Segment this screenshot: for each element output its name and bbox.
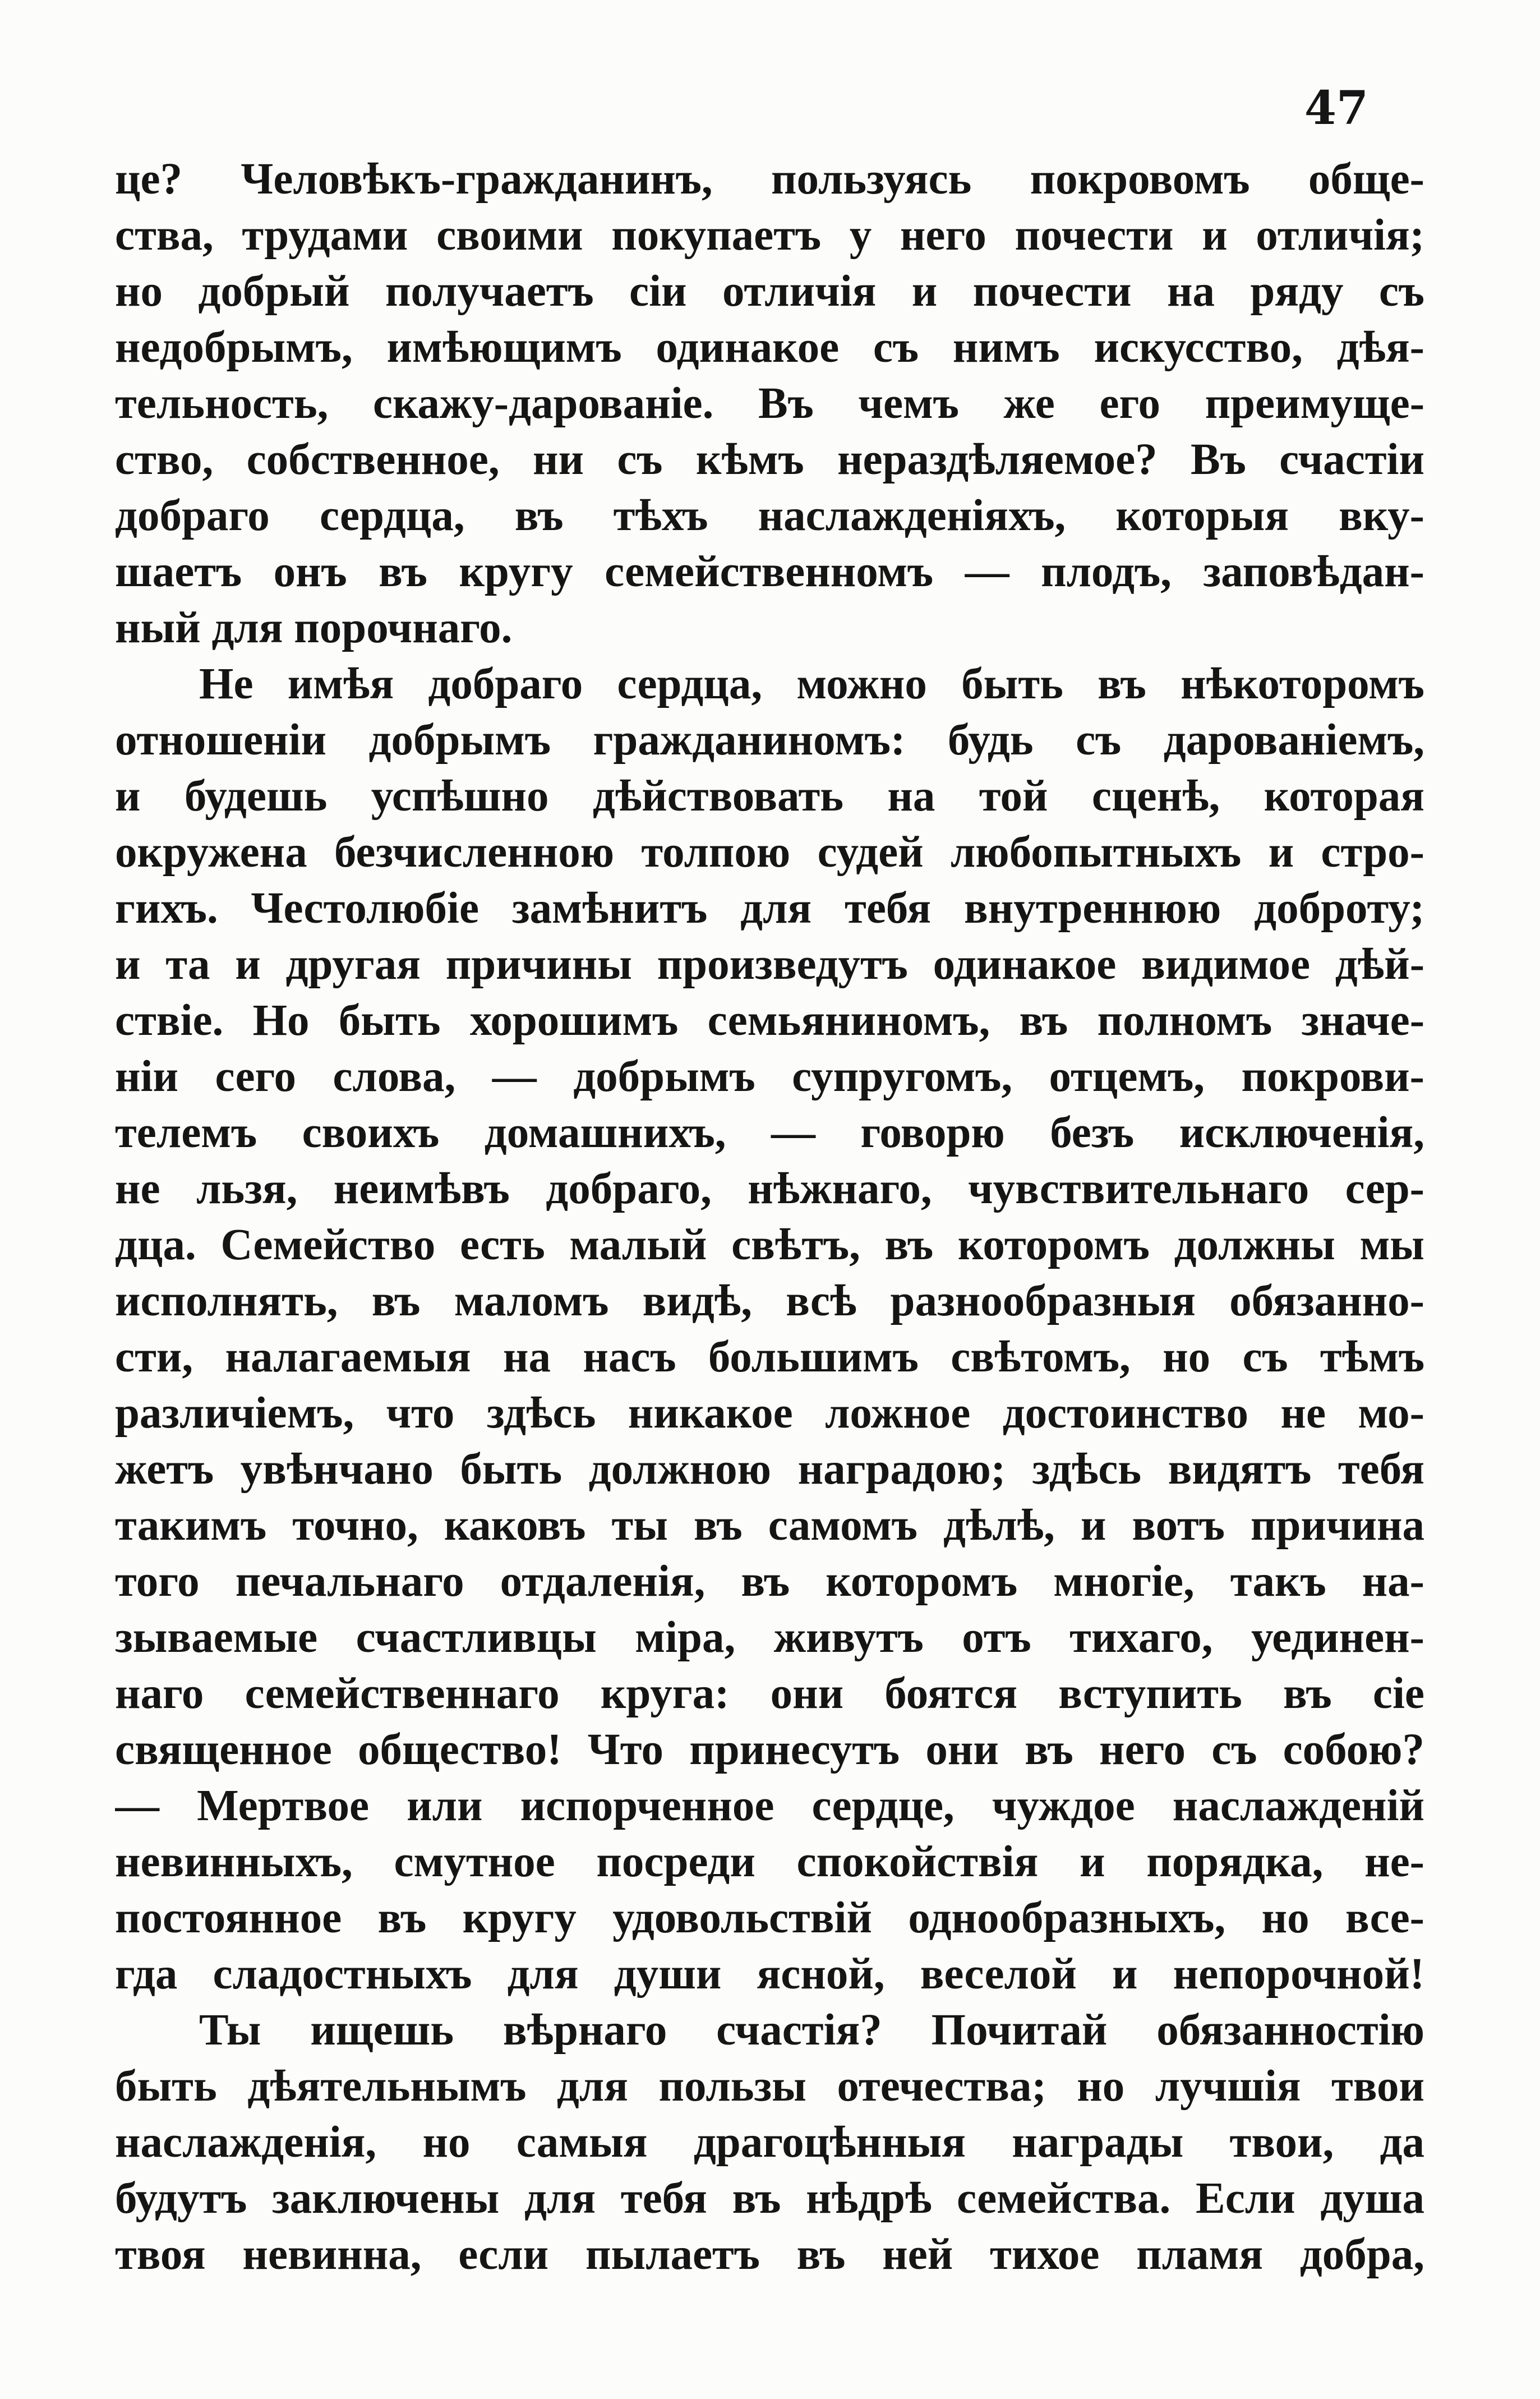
- text-line: окружена безчисленною толпою судей любопытныхъ и стро-: [115, 828, 1424, 877]
- text-line: будутъ заключены для тебя въ нѣдрѣ семейства. Если душа: [115, 2174, 1424, 2223]
- text-line: телемъ своихъ домашнихъ, — говорю безъ исключенія,: [115, 1108, 1424, 1157]
- body-text: [115, 151, 1424, 2283]
- text-line: но добрый получаетъ сіи отличія и почести на ряду съ: [115, 267, 1424, 316]
- text-line: гихъ. Честолюбіе замѣнитъ для тебя внутреннюю доброту;: [115, 884, 1424, 933]
- text-line: ство, собственное, ни съ кѣмъ нераздѣляемое? Въ счастіи: [115, 435, 1424, 484]
- text-line: постоянное въ кругу удовольствій однообразныхъ, но все-: [115, 1894, 1424, 1942]
- text-line: ства, трудами своими покупаетъ у него почести и отличія;: [115, 211, 1424, 260]
- text-line: твоя невинна, если пылаетъ въ ней тихое пламя добра,: [115, 2230, 1424, 2279]
- text-line: — Мертвое или испорченное сердце, чуждое наслажденій: [115, 1781, 1424, 1830]
- text-line: недобрымъ, имѣющимъ одинакое съ нимъ искусство, дѣя-: [115, 323, 1424, 372]
- text-line: це? Человѣкъ-гражданинъ, пользуясь покровомъ обще-: [115, 155, 1424, 204]
- text-line: наслажденія, но самыя драгоцѣнныя награды твои, да: [115, 2118, 1424, 2167]
- text-line: невинныхъ, смутное посреди спокойствія и порядка, не-: [115, 1838, 1424, 1886]
- text-line: Ты ищешь вѣрнаго счастія? Почитай обязанностію: [199, 2006, 1424, 2055]
- text-line: быть дѣятельнымъ для пользы отечества; но лучшія твои: [115, 2062, 1424, 2111]
- text-line: гда сладостныхъ для души ясной, веселой и непорочной!: [115, 1950, 1424, 1999]
- text-line: добраго сердца, въ тѣхъ наслажденіяхъ, которыя вку-: [115, 491, 1424, 540]
- text-line: зываемые счастливцы міра, живутъ отъ тихаго, уединен-: [115, 1613, 1424, 1662]
- text-line: и будешь успѣшно дѣйствовать на той сценѣ, которая: [115, 772, 1424, 821]
- text-line: отношеніи добрымъ гражданиномъ: будь съ дарованіемъ,: [115, 716, 1424, 765]
- text-line: священное общество! Что принесутъ они въ него съ собою?: [115, 1725, 1424, 1774]
- text-line: ный для порочнаго.: [115, 604, 513, 652]
- page-number: 47: [1304, 81, 1368, 135]
- text-line: и та и другая причины произведутъ одинакое видимое дѣй-: [115, 940, 1424, 989]
- text-line: ствіе. Но быть хорошимъ семьяниномъ, въ полномъ значе-: [115, 996, 1424, 1045]
- text-line: Не имѣя добраго сердца, можно быть въ нѣкоторомъ: [199, 660, 1424, 708]
- text-line: наго семейственнаго круга: они боятся вступить въ сіе: [115, 1669, 1424, 1718]
- text-line: ніи сего слова, — добрымъ супругомъ, отцемъ, покрови-: [115, 1052, 1424, 1101]
- text-line: не льзя, неимѣвъ добраго, нѣжнаго, чувствительнаго сер-: [115, 1164, 1424, 1213]
- text-line: исполнять, въ маломъ видѣ, всѣ разнообразныя обязанно-: [115, 1277, 1424, 1325]
- text-line: такимъ точно, каковъ ты въ самомъ дѣлѣ, и вотъ причина: [115, 1501, 1424, 1550]
- text-line: того печальнаго отдаленія, въ которомъ многіе, такъ на-: [115, 1557, 1424, 1606]
- text-line: тельность, скажу-дарованіе. Въ чемъ же его преимуще-: [115, 379, 1424, 428]
- text-line: сти, налагаемыя на насъ большимъ свѣтомъ, но съ тѣмъ: [115, 1333, 1424, 1382]
- text-line: дца. Семейство есть малый свѣтъ, въ которомъ должны мы: [115, 1221, 1424, 1269]
- text-line: различіемъ, что здѣсь никакое ложное достоинство не мо-: [115, 1389, 1424, 1438]
- text-line: жетъ увѣнчано быть должною наградою; здѣсь видятъ тебя: [115, 1445, 1424, 1494]
- text-line: шаетъ онъ въ кругу семейственномъ — плодъ, заповѣдан-: [115, 547, 1424, 596]
